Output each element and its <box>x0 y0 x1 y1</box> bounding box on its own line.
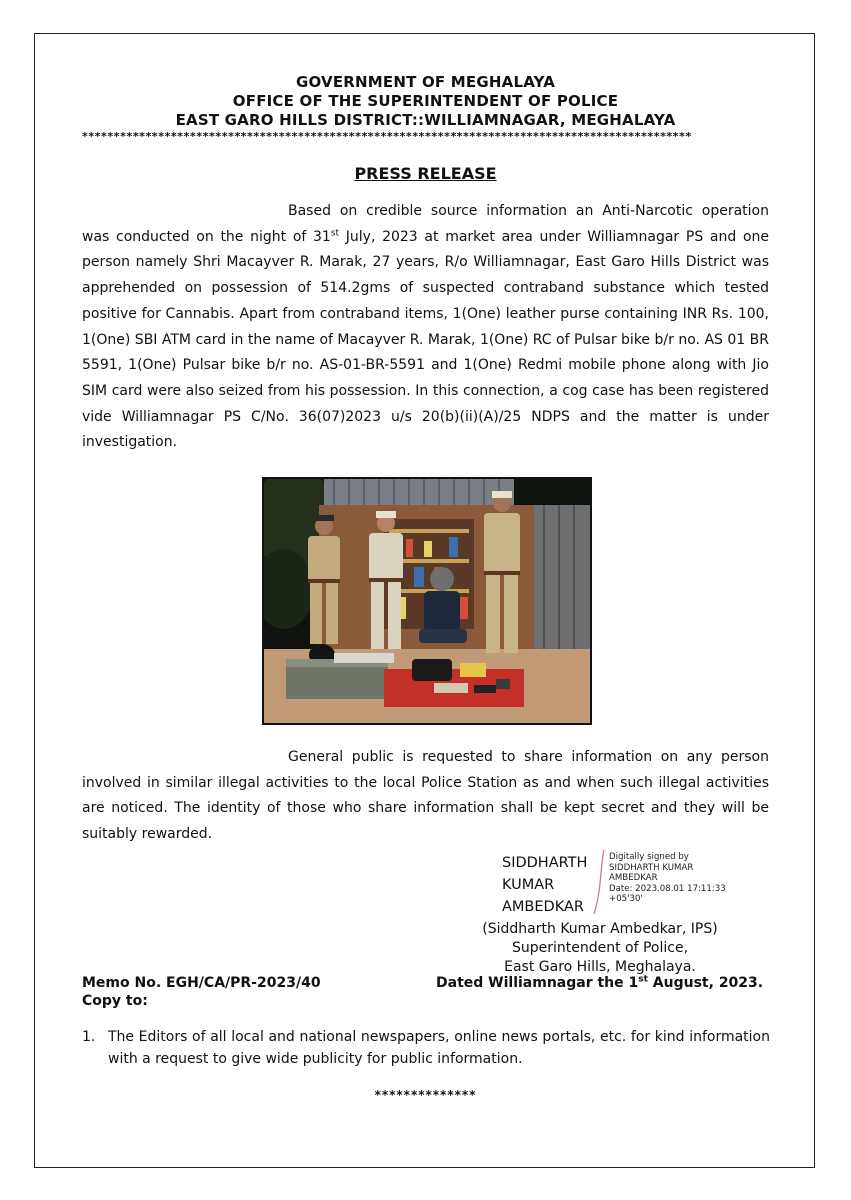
digital-sig-line-3: AMBEDKAR <box>609 873 658 884</box>
digital-sig-line-4: Date: 2023.08.01 17:11:33 <box>609 883 726 894</box>
dated-text-a: Dated Williamnagar the 1 <box>436 975 639 991</box>
page-title: PRESS RELEASE <box>354 164 497 183</box>
dated-line <box>436 975 763 991</box>
body2-text: General public is requested to share information on any person involved in similar illegal activities to the local Police Station as and when such illegal activities are noticed. The identity of those who share information shall be kept secret and they will be suitably rewarded. <box>82 749 769 843</box>
memo-number: Memo No. EGH/CA/PR-2023/40 <box>82 975 321 991</box>
digital-sig-line-1: Digitally signed by <box>609 852 689 862</box>
body-paragraph-operation <box>82 199 769 456</box>
signature-name-line-2: KUMAR <box>502 877 555 893</box>
digital-signature-block <box>609 852 749 905</box>
dated-sup: st <box>638 974 648 985</box>
officer-designation <box>430 920 770 977</box>
digital-sig-line-5: +05'30' <box>609 894 643 905</box>
body1-text-b: July, 2023 at market area under Williamnagar PS and one person namely Shri Macayver R. Marak, 27 years, R/o Williamnagar, East Garo Hills District was apprehended on possession of 514.2gms of suspected contraband substance which tested positive for Cannabis. Apart from contraband items, 1(One) leather purse containing INR Rs. 100, 1(One) SBI ATM card in the name of Macayver R. Marak, 1(One) RC of Pulsar bike b/r no. AS 01 BR 5591, 1(One) Pulsar bike b/r no. AS-01-BR-5591 and 1(One) Redmi mobile phone along with Jio SIM card were also seized from his possession. In this connection, a cog case has been registered vide Williamnagar PS C/No. 36(07)2023 u/s 20(b)(ii)(A)/25 NDPS and the matter is under investigation. <box>82 228 769 451</box>
signature-name-line-3: AMBEDKAR <box>502 899 584 915</box>
signature-name <box>502 852 587 918</box>
copy-list-item <box>82 1026 770 1070</box>
footer-stars: ************** <box>374 1088 477 1102</box>
copy-item-text: The Editors of all local and national newspapers, online news portals, etc. for kind information with a request to give wide publicity for public information. <box>108 1029 770 1067</box>
officer-jurisdiction: East Garo Hills, Meghalaya. <box>504 959 696 975</box>
body-paragraph-appeal <box>82 745 769 848</box>
signature-divider-stroke <box>590 848 610 918</box>
body1-sup: st <box>330 228 340 239</box>
seizure-photo-illustration <box>264 479 590 723</box>
officer-name: (Siddharth Kumar Ambedkar, IPS) <box>482 921 718 937</box>
copy-to-label: Copy to: <box>82 993 148 1009</box>
seizure-photo <box>262 477 592 725</box>
header-office: OFFICE OF THE SUPERINTENDENT OF POLICE <box>232 92 619 110</box>
header-government: GOVERNMENT OF MEGHALAYA <box>295 73 556 91</box>
header-district: EAST GARO HILLS DISTRICT::WILLIAMNAGAR, MEGHALAYA <box>175 111 676 129</box>
dated-text-b: August, 2023. <box>647 975 764 991</box>
digital-sig-line-2: SIDDHARTH KUMAR <box>609 862 694 873</box>
signature-name-line-1: SIDDHARTH <box>502 855 588 871</box>
copy-item-number: 1. <box>82 1029 96 1045</box>
officer-title: Superintendent of Police, <box>511 940 689 956</box>
header-separator: ************************************************************************************************ <box>82 130 692 143</box>
body1-text-a: Based on credible source information an Anti-Narcotic operation was conducted on the night of 31 <box>82 203 769 245</box>
